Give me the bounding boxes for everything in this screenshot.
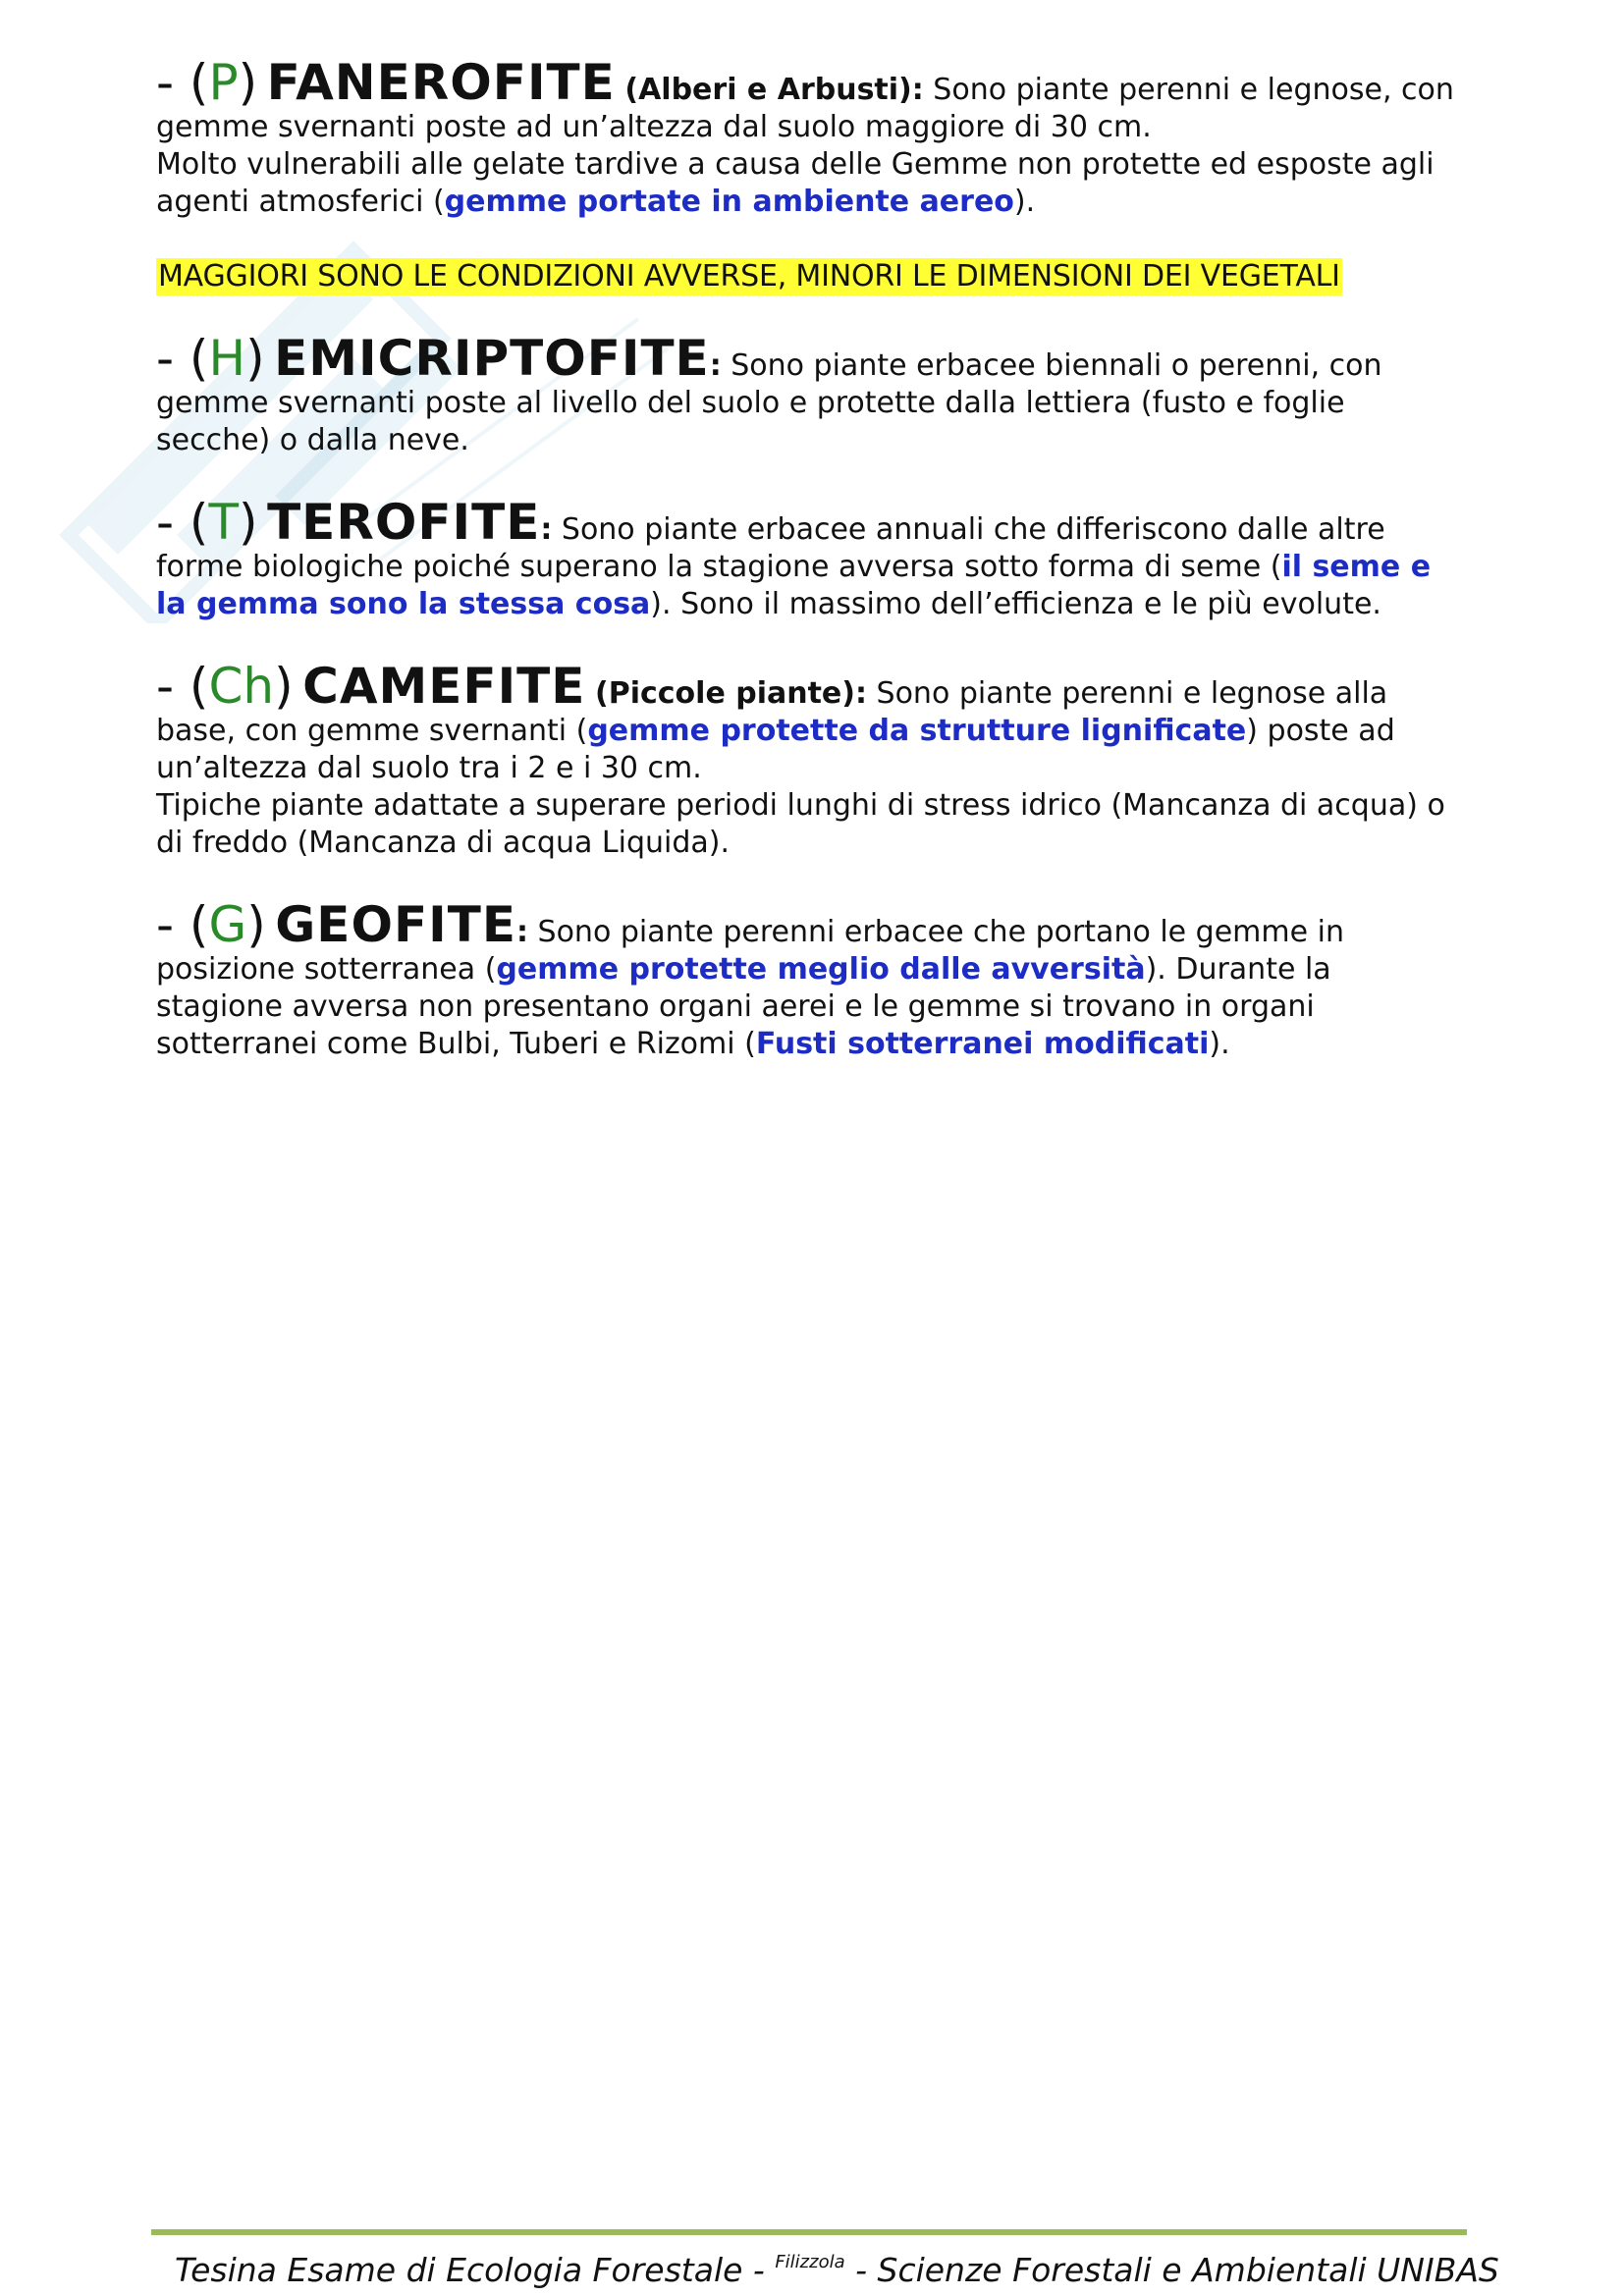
entry-fanerofite [156,54,1462,221]
entry-emphasis: gemme protette da strutture lignificate [587,714,1247,748]
highlight-row [156,258,1462,295]
entry-text: Sono piante erbacee biennali o perenni, con gemme svernanti poste al livello del suolo e protette dalla lettiera (fusto e foglie secche) o dalla neve. [156,348,1382,457]
footer-left-text: Tesina Esame di Ecologia Forestale - [175,2251,776,2289]
entry-prefix: - ( [156,494,209,551]
entry-suffix: ) [245,330,265,387]
entry-letter: H [208,330,246,387]
footer-right-text: - Scienze Forestali e Ambientali UNIBAS [844,2251,1499,2289]
entry-suffix: ) [238,54,258,111]
entry-suffix: ) [239,494,258,551]
entry-emphasis: il seme e la gemma sono la stessa cosa [156,550,1432,621]
entry-emicriptofite [156,330,1462,459]
entry-colon: : [540,512,553,547]
entry-suffix: ) [274,658,294,715]
entry-prefix: - ( [156,54,209,111]
entry-colon: : [516,915,528,949]
entry-name: TEROFITE [267,494,541,551]
entry-text: Sono piante perenni e legnose alla base, con gemme svernanti ( [156,676,1388,748]
entry-camefite [156,658,1462,862]
entry-emphasis: Fusti sotterranei modificati [755,1027,1210,1061]
document-body [156,54,1462,1063]
entry-text: Sono piante erbacee annuali che differiscono dalle altre forme biologiche poiché superano la stagione avversa sotto forma di seme ( [156,512,1385,584]
entry-letter: T [208,494,239,551]
entry-emphasis: gemme portate in ambiente aereo [444,185,1014,219]
footer-author: Filizzola [775,2252,845,2272]
entry-letter: P [208,54,239,111]
entry-prefix: - ( [156,896,209,953]
entry-prefix: - ( [156,330,209,387]
entry-text: Molto vulnerabili alle gelate tardive a causa delle Gemme non protette ed esposte agli agenti atmosferici ( [156,147,1435,219]
entry-text: ). [1013,185,1036,219]
entry-name: CAMEFITE [302,658,586,715]
highlighted-statement: MAGGIORI SONO LE CONDIZIONI AVVERSE, MINORI LE DIMENSIONI DEI VEGETALI [158,259,1340,294]
entry-emphasis: gemme protette meglio dalle avversità [496,952,1146,987]
entry-text: ) poste ad un’altezza dal suolo tra i 2 e i 30 cm. [156,714,1395,785]
entry-text: Sono piante perenni erbacee che portano le gemme in posizione sotterranea ( [156,915,1344,987]
entry-aside: (Alberi e Arbusti): [624,73,924,107]
page-footer [175,2243,1499,2290]
entry-suffix: ) [246,896,266,953]
entry-name: FANEROFITE [266,54,616,111]
entry-aside: (Piccole piante): [595,676,867,711]
entry-terofite [156,494,1462,623]
entry-text: ). Sono il massimo dell’efficienza e le più evolute. [650,587,1381,621]
entry-name: GEOFITE [275,896,516,953]
entry-geofite [156,896,1462,1063]
entry-letter: Ch [208,658,275,715]
entry-prefix: - ( [156,658,209,715]
entry-name: EMICRIPTOFITE [274,330,710,387]
entry-text: Sono piante perenni e legnose, con gemme svernanti poste ad un’altezza dal suolo maggiore di 30 cm. [156,73,1454,144]
entry-text: ). Durante la stagione avversa non presentano organi aerei e le gemme si trovano in organi sotterranei come Bulbi, Tuberi e Rizomi ( [156,952,1331,1061]
entry-text: ). [1209,1027,1230,1061]
entry-letter: G [208,896,247,953]
footer-rule [151,2229,1467,2235]
entry-text: Tipiche piante adattate a superare periodi lunghi di stress idrico (Mancanza di acqua) o di freddo (Mancanza di acqua Liquida). [156,788,1445,860]
entry-colon: : [709,348,722,383]
